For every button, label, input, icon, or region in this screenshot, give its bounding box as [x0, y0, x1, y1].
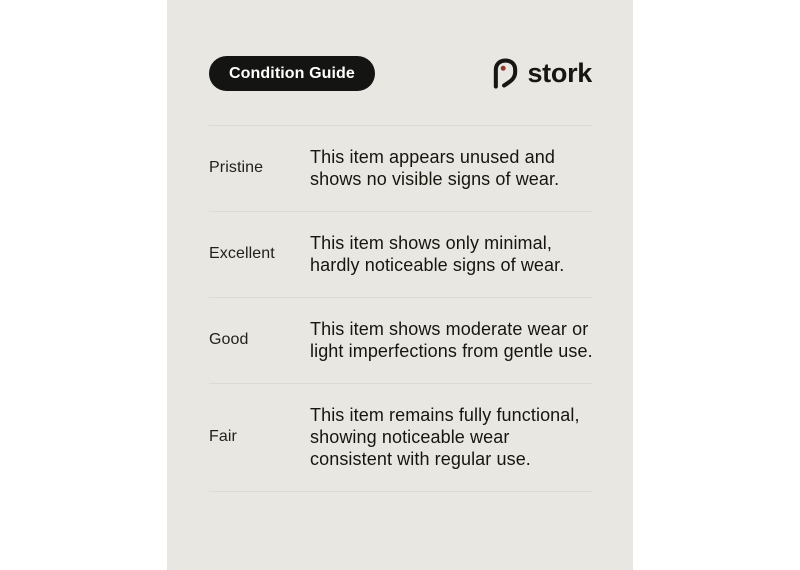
- condition-label: Fair: [209, 428, 237, 445]
- card-header: [209, 56, 592, 91]
- condition-row: [209, 211, 592, 297]
- brand-wordmark: stork: [527, 58, 592, 88]
- condition-table: [209, 125, 592, 492]
- condition-description: This item appears unused and shows no visible signs of wear.: [310, 147, 560, 189]
- condition-label: Excellent: [209, 245, 275, 262]
- condition-row: [209, 383, 592, 492]
- condition-description: This item remains fully functional, showing noticeable wear consistent with regular use.: [310, 405, 580, 469]
- stork-logo-icon: [491, 58, 520, 89]
- condition-description: This item shows moderate wear or light imperfections from gentle use.: [310, 319, 593, 361]
- condition-row: [209, 125, 592, 211]
- condition-guide-card: [167, 0, 633, 570]
- condition-label: Good: [209, 331, 249, 348]
- condition-description: This item shows only minimal, hardly noticeable signs of wear.: [310, 233, 565, 275]
- stork-logo: [491, 58, 592, 89]
- condition-guide-badge: Condition Guide: [209, 56, 375, 91]
- condition-label: Pristine: [209, 159, 264, 176]
- condition-row: [209, 297, 592, 383]
